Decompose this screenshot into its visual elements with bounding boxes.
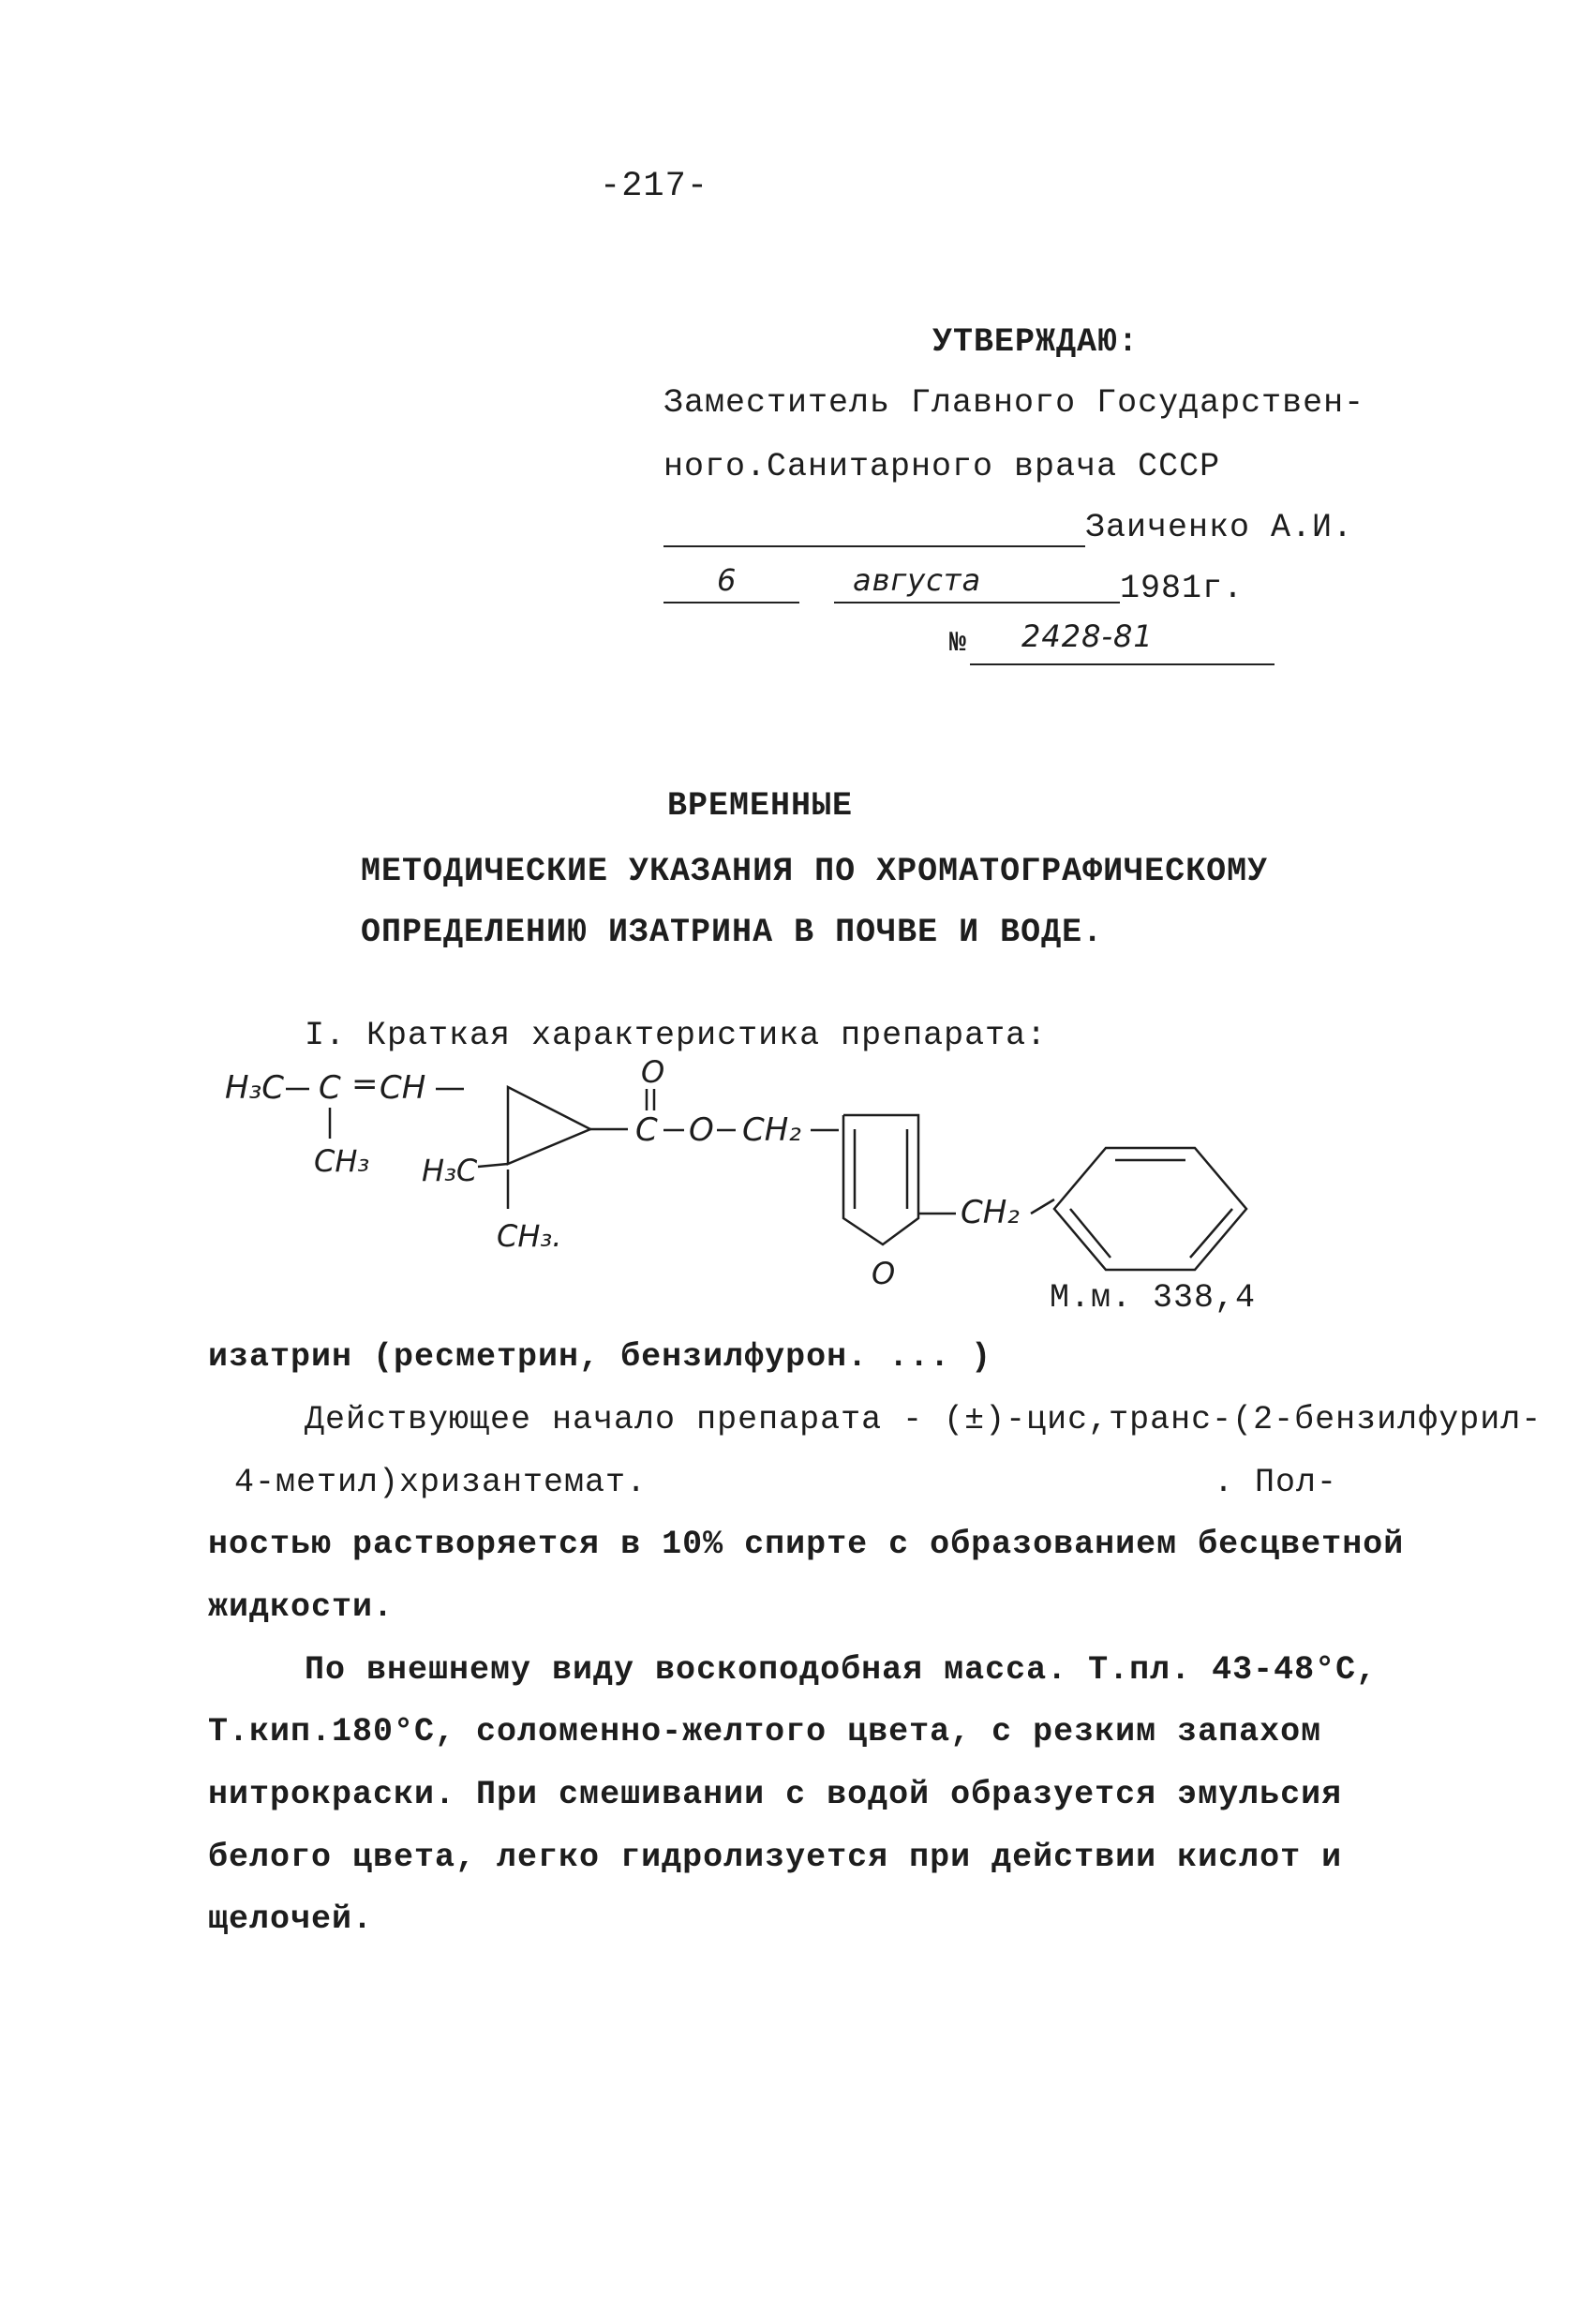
approval-month: августа <box>853 562 982 598</box>
active-line4: жидкости. <box>208 1588 395 1626</box>
formula-ch2-b: CH₂ <box>961 1194 1020 1231</box>
formula-h3c: H₃C <box>225 1069 284 1107</box>
formula-eq: = <box>351 1065 379 1103</box>
number-underline <box>970 663 1275 665</box>
section1-heading: I. Краткая характеристика препарата: <box>305 1017 1048 1054</box>
active-line1: Действующее начало препарата - (±)-цис,транс-(2-бензилфурил- <box>305 1401 1543 1438</box>
approval-header: УТВЕРЖДАЮ: <box>932 323 1140 361</box>
formula-o-top: O <box>641 1059 665 1090</box>
active-line3: ностью растворяется в 10% спирте с образованием бесцветной <box>208 1526 1405 1563</box>
formula-o-ring: O <box>872 1256 896 1291</box>
cyclopropane-ring <box>508 1087 590 1164</box>
approval-signer: Заиченко А.И. <box>1085 509 1354 546</box>
formula-ch3-a: CH₃ <box>314 1143 370 1179</box>
description-line5: щелочей. <box>208 1900 374 1938</box>
formula-ch2-a: CH₂ <box>742 1111 801 1149</box>
signature-line <box>663 545 1085 547</box>
formula-o-ester: O <box>689 1111 714 1149</box>
description-line1: По внешнему виду воскоподобная масса. Т.пл. 43-48°С, <box>305 1651 1378 1689</box>
benzene-ring <box>1054 1148 1246 1270</box>
formula-h3c-b: H₃C <box>422 1153 478 1188</box>
approval-day: 6 <box>717 562 738 598</box>
approval-position-line2: ного.Санитарного врача СССР <box>663 448 1221 485</box>
description-line3: нитрокраски. При смешивании с водой образуется эмульсия <box>208 1776 1343 1813</box>
formula-c-carbonyl: C <box>635 1111 658 1149</box>
formula-c1: C <box>319 1069 341 1107</box>
active-line2: 4-метил)хризантемат. <box>234 1464 648 1501</box>
title-line1: ВРЕМЕННЫЕ <box>667 787 854 825</box>
approval-year: 1981г. <box>1120 570 1245 607</box>
bond-h3c-b <box>478 1164 508 1167</box>
month-underline <box>834 602 1120 603</box>
approval-number-sign: № <box>949 628 968 660</box>
structural-formula <box>216 1059 1284 1303</box>
day-underline <box>663 602 799 603</box>
page-number: -217- <box>600 167 709 206</box>
approval-position-line1: Заместитель Главного Государствен- <box>663 384 1365 422</box>
synonyms: изатрин (ресметрин, бензилфурон. ... ) <box>208 1338 992 1376</box>
formula-ch: CH <box>380 1069 426 1107</box>
active-line2-end: . Пол- <box>1214 1464 1338 1501</box>
title-line2: МЕТОДИЧЕСКИЕ УКАЗАНИЯ ПО ХРОМАТОГРАФИЧЕСКОМУ <box>361 853 1269 890</box>
title-line3: ОПРЕДЕЛЕНИЮ ИЗАТРИНА В ПОЧВЕ И ВОДЕ. <box>361 914 1104 951</box>
bond-ch2-phenyl <box>1031 1199 1054 1214</box>
description-line2: Т.кип.180°С, соломенно-желтого цвета, с резким запахом <box>208 1713 1322 1750</box>
formula-ch3-b: CH₃. <box>497 1218 562 1254</box>
molar-mass: М.м. 338,4 <box>1050 1279 1257 1317</box>
description-line4: белого цвета, легко гидролизуется при действии кислот и <box>208 1839 1343 1876</box>
approval-number: 2428-81 <box>1021 618 1154 654</box>
